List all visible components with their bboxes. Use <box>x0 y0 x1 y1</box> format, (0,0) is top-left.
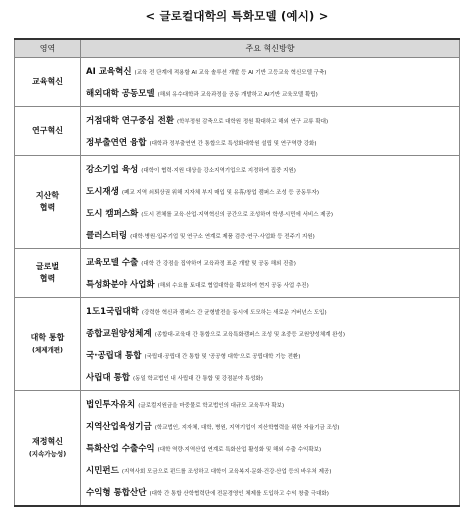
item-name: 1도1국립대학 <box>86 307 139 317</box>
item-description: (교육 전 단계에 적용할 AI 교육 솔루션 개발 등 AI 기반 고등교육 혁신모델 구축) <box>134 70 327 76</box>
table-body <box>15 58 460 507</box>
category-label-line2: 협력 <box>39 203 56 212</box>
page-title: < 글로컬대학의 특화모델 (예시) > <box>145 9 329 23</box>
item-description: (강력한 혁신과 캠퍼스 간 균형발전을 동시에 도모하는 새로운 거버넌스 도입) <box>141 310 327 316</box>
table-row <box>15 391 460 507</box>
item-name: 법인투자유치 <box>86 400 136 410</box>
list-item <box>86 251 456 273</box>
item-name: 도시재생 <box>86 187 119 197</box>
category-label: 교육혁신 <box>32 77 63 86</box>
item-description: (국립대·공립대 간 통합 및 '공공형 대학'으로 공립대학 기능 전환) <box>144 354 301 360</box>
category-cell <box>15 298 81 391</box>
direction-cell <box>81 391 460 507</box>
item-name: 수익형 통합산단 <box>86 488 147 498</box>
item-name: 강소기업 육성 <box>86 165 139 175</box>
list-item <box>86 82 456 104</box>
list-item <box>86 300 456 322</box>
direction-cell <box>81 249 460 298</box>
table-row <box>15 298 460 391</box>
category-label: 재정혁신 <box>32 437 63 446</box>
item-name: 사립대 통합 <box>86 373 131 383</box>
header-area: 영역 <box>15 39 81 58</box>
item-name: 종합교원양성체계 <box>86 329 152 339</box>
category-sublabel: (체제개편) <box>31 346 64 354</box>
item-name: 도시 캠퍼스화 <box>86 209 139 219</box>
item-name: 특성화분야 사업화 <box>86 280 155 290</box>
list-item <box>86 459 456 481</box>
item-name: 해외대학 공동모델 <box>86 89 155 99</box>
item-description: (대학 간 통합 산학협력단에 전문경영인 체제를 도입하고 수익 창출 극대화) <box>149 491 329 497</box>
item-description: (해외 수요를 토대로 협업대학을 확보하여 현지 공동 사업 추진) <box>157 283 309 289</box>
list-item <box>86 109 456 131</box>
item-description: (대학과 정부출연연 간 통합으로 특성화대학원 설립 및 연구역량 강화) <box>149 141 317 147</box>
table-row <box>15 58 460 107</box>
table-row <box>15 107 460 156</box>
item-name: 클러스터링 <box>86 231 128 241</box>
category-label-line2: 협력 <box>39 274 56 283</box>
list-item <box>86 224 456 246</box>
list-item <box>86 202 456 224</box>
item-name: AI 교육혁신 <box>86 67 132 77</box>
item-name: 교육모델 수출 <box>86 258 139 268</box>
category-cell <box>15 391 81 507</box>
item-name: 지역산업육성기금 <box>86 422 152 432</box>
list-item <box>86 415 456 437</box>
item-name: 국·공립대 통합 <box>86 351 142 361</box>
item-name: 정부출연연 융합 <box>86 138 147 148</box>
category-label: 지산학 <box>35 191 60 200</box>
direction-cell <box>81 58 460 107</box>
list-item <box>86 437 456 459</box>
item-name: 거점대학 연구중심 전환 <box>86 116 175 126</box>
item-description: (대학이 협력·지원 대상을 강소지역기업으로 지정하여 집중 지원) <box>141 168 296 174</box>
list-item <box>86 322 456 344</box>
item-description: (지역사회 모금으로 펀드를 조성하고 대학이 교육복지·문화·건강·산업 등의 바우처 제공) <box>121 469 332 475</box>
item-description: (폐교 지역 쇠퇴상권 위해 지자체 부지 매입 및 유휴/창업 캠퍼스 조성 등 공동투자) <box>121 190 320 196</box>
category-sublabel: (지속가능성) <box>28 450 67 458</box>
list-item <box>86 180 456 202</box>
item-description: (도시 전체를 교육·산업·지역혁신의 공간으로 조성하여 학생·시민에 서비스 제공) <box>141 212 334 218</box>
list-item <box>86 393 456 415</box>
list-item <box>86 366 456 388</box>
category-label: 대학 통합 <box>30 333 65 342</box>
item-description: (동일 학교법인 내 사립대 간 통합 및 강점분야 특성화) <box>133 376 263 382</box>
direction-cell <box>81 107 460 156</box>
direction-cell <box>81 298 460 391</box>
category-cell <box>15 249 81 298</box>
category-cell <box>15 107 81 156</box>
header-direction: 주요 혁신방향 <box>81 39 460 58</box>
direction-cell <box>81 156 460 249</box>
item-description: (학교법인, 지자체, 대학, 병원, 지역기업이 지산학협력을 위한 자율기금 조성) <box>154 425 340 431</box>
list-item <box>86 158 456 180</box>
list-item <box>86 344 456 366</box>
list-item <box>86 273 456 295</box>
item-description: (글로컬지원금을 마중물로 학교법인의 대규모 교육투자 확보) <box>138 403 285 409</box>
item-name: 특화산업 수출수익 <box>86 444 155 454</box>
category-label: 글로벌 <box>35 262 60 271</box>
category-cell <box>15 156 81 249</box>
list-item <box>86 481 456 503</box>
item-description: (대학 간 강점을 집약하여 교육과정 표준 개발 및 공동 해외 진출) <box>141 261 296 267</box>
list-item <box>86 131 456 153</box>
innovation-table <box>14 38 460 507</box>
table-row <box>15 249 460 298</box>
category-label: 연구혁신 <box>32 126 63 135</box>
list-item <box>86 60 456 82</box>
item-name: 시민펀드 <box>86 466 119 476</box>
item-description: (종합대-교육대 간 통합으로 교육특화캠퍼스 조성 및 초중등 교원양성체계 완성) <box>154 332 345 338</box>
item-description: (학부정원 감축으로 대학원 정원 확대하고 해외 연구 교류 확대) <box>177 119 329 125</box>
item-description: (대학 역량·지역산업 연계로 특화산업 활성화 및 해외 수출 수익확보) <box>157 447 322 453</box>
item-description: (해외 유수대학과 교육과정을 공동 개발하고 AI기반 교육모델 확립) <box>157 92 318 98</box>
table-header-row <box>15 39 460 58</box>
category-cell <box>15 58 81 107</box>
table-row <box>15 156 460 249</box>
item-description: (대학·병원·입주기업 및 연구소 연계로 제품 검증·연구·사업화 등 전주기 지원) <box>130 234 315 240</box>
